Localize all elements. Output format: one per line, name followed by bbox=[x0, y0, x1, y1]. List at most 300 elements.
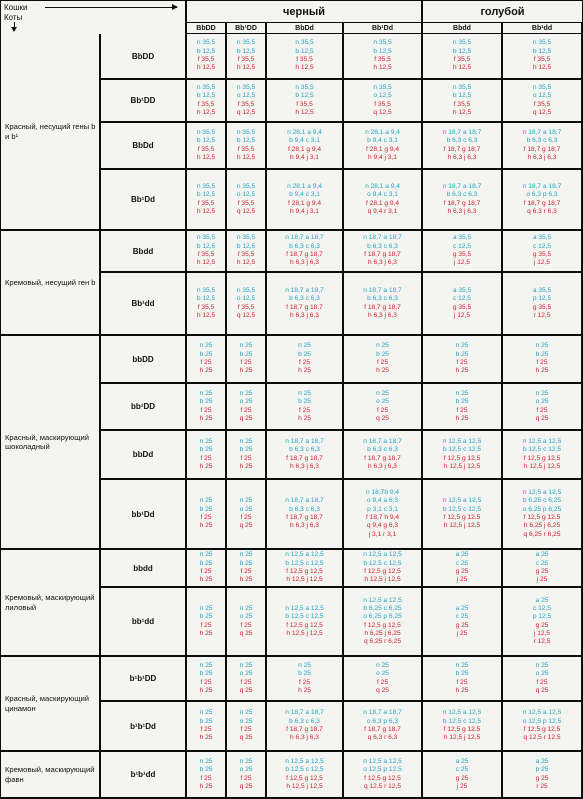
cell-line: c 25 bbox=[455, 613, 469, 621]
data-cell bbox=[187, 752, 225, 797]
cell-line: n 25 bbox=[239, 551, 253, 559]
cell-line: h 25 bbox=[199, 576, 213, 584]
cell-line: n 18,7 a 18,7 bbox=[363, 709, 402, 717]
cell-line: f 12,5 g 12,5 bbox=[523, 454, 561, 462]
cell-line: n 25 bbox=[239, 661, 253, 669]
cell-line: a 25 bbox=[535, 596, 549, 604]
cell-line: b 12,5 bbox=[295, 92, 314, 100]
cell-line: h 12,5 j 12,5 bbox=[286, 629, 323, 637]
data-cell bbox=[227, 752, 265, 797]
data-cell bbox=[503, 588, 581, 655]
cell-line: b 9,4 c 3,1 bbox=[289, 137, 320, 145]
data-cell bbox=[344, 752, 421, 797]
cell-line: q 25 bbox=[376, 414, 389, 422]
cell-line: h 12,5 bbox=[196, 311, 216, 319]
row-genotype: b¹b¹dd bbox=[101, 752, 185, 797]
cell-line: b 12,5 bbox=[196, 47, 216, 55]
cell-line: o 6,3 p 6,3 bbox=[366, 717, 399, 725]
cell-line: o 25 bbox=[239, 398, 253, 406]
cell-line: n 25 bbox=[199, 661, 213, 669]
cell-line: q 25 bbox=[239, 782, 253, 790]
data-cell bbox=[267, 384, 342, 429]
cell-line: h 6,3 j 6,3 bbox=[527, 153, 557, 161]
cell-line: n 35,5 bbox=[295, 39, 314, 47]
cell-line: r 25 bbox=[536, 782, 548, 790]
cell-line: c 25 bbox=[455, 559, 469, 567]
cell-line: f 35,5 bbox=[237, 251, 255, 258]
cell-line: f 25 bbox=[299, 678, 310, 686]
data-cell bbox=[344, 431, 421, 478]
group-header-black: черный bbox=[187, 1, 421, 22]
data-cell bbox=[227, 170, 265, 229]
data-cell bbox=[344, 34, 421, 78]
cell-line: b 12,5 bbox=[236, 242, 256, 250]
data-cell bbox=[344, 384, 421, 429]
row-genotype: Bb¹DD bbox=[101, 80, 185, 121]
data-cell bbox=[227, 480, 265, 548]
data-cell bbox=[503, 273, 581, 334]
cell-line: f 18,7 g 18,7 bbox=[523, 145, 561, 153]
cell-line: n 25 bbox=[199, 497, 213, 505]
column-header: BbDD bbox=[187, 23, 225, 33]
cell-line: f 35,5 bbox=[237, 100, 255, 108]
row-genotype: BbDd bbox=[101, 123, 185, 168]
row-genotype: bb¹DD bbox=[101, 384, 185, 429]
cell-line: h 25 bbox=[376, 367, 389, 375]
cell-line: f 18,7 g 18,7 bbox=[364, 251, 401, 258]
cell-line: f 18,7 g 18,7 bbox=[364, 454, 401, 462]
cell-line: o 12,5 p 12,5 bbox=[363, 766, 402, 774]
males-label: Коты bbox=[4, 13, 23, 22]
data-cell bbox=[344, 273, 421, 334]
cell-line: f 25 bbox=[240, 454, 252, 462]
cell-line: j 3,1 r 3,1 bbox=[368, 530, 397, 538]
cell-line: n 28,1 a 9,4 bbox=[287, 128, 322, 136]
cell-line: f 12,5 g 12,5 bbox=[364, 774, 401, 782]
data-cell bbox=[187, 80, 225, 121]
data-cell bbox=[267, 231, 342, 271]
cell-line: f 12,5 g 12,5 bbox=[443, 454, 481, 462]
cell-line: b 25 bbox=[239, 559, 253, 567]
data-cell bbox=[267, 34, 342, 78]
cell-line: n 35,5 bbox=[236, 39, 256, 47]
cell-line: n 25 bbox=[455, 661, 469, 669]
column-header: Bb¹DD bbox=[227, 23, 265, 33]
cell-line: q 12,5 bbox=[236, 108, 256, 116]
data-cell bbox=[187, 657, 225, 700]
cell-line: n 35,5 bbox=[196, 234, 216, 242]
cell-line: q 25 bbox=[239, 629, 253, 637]
data-cell bbox=[187, 273, 225, 334]
cell-line: n 12,5 a 12,5 bbox=[522, 437, 562, 445]
cell-line: n 35,5 bbox=[236, 182, 256, 190]
cell-line: n 18,7 a 18,7 bbox=[285, 709, 324, 717]
cell-line: o 25 bbox=[239, 670, 253, 678]
cell-line: f 35,5 bbox=[237, 145, 255, 153]
cell-line: b 12,5 bbox=[196, 191, 216, 199]
cell-line: q 6,3 r 6,3 bbox=[367, 734, 398, 742]
cell-line: b 6,3 c 6,3 bbox=[526, 137, 558, 145]
cell-line: f 28,1 g 9,4 bbox=[288, 199, 321, 207]
cell-line: h 6,3 j 6,3 bbox=[447, 207, 477, 215]
cell-line: f 25 bbox=[536, 406, 548, 414]
cell-line: j 12,5 bbox=[453, 259, 471, 267]
data-cell bbox=[423, 273, 501, 334]
cell-line: f 12,5 g 12,5 bbox=[364, 621, 401, 629]
data-cell bbox=[423, 752, 501, 797]
cell-line: h 25 bbox=[298, 367, 311, 375]
cell-line: f 25 bbox=[200, 774, 212, 782]
data-cell bbox=[503, 657, 581, 700]
cell-line: b 25 bbox=[199, 350, 213, 358]
cell-line: q 25 bbox=[239, 686, 253, 694]
cell-line: f 35,5 bbox=[237, 303, 255, 311]
cell-line: n 18,7 a 18,7 bbox=[285, 437, 324, 445]
cell-line: n 18,7 a 18,7 bbox=[285, 234, 324, 242]
cell-line: b 25 bbox=[455, 398, 469, 406]
cell-line: b 12,5 bbox=[196, 242, 216, 250]
cell-line: n 25 bbox=[199, 389, 213, 397]
cell-line: f 25 bbox=[536, 678, 548, 686]
data-cell bbox=[503, 384, 581, 429]
cell-line: h 25 bbox=[455, 367, 469, 375]
cell-line: o 9,4 c 3,1 bbox=[367, 191, 398, 199]
cell-line: f 35,5 bbox=[197, 303, 215, 311]
data-cell bbox=[344, 231, 421, 271]
cell-line: b 12,5 c 12,5 bbox=[442, 717, 482, 725]
cell-line: o 6,25 p 6,25 bbox=[522, 505, 562, 513]
cell-line: f 25 bbox=[240, 406, 252, 414]
cell-line: g 25 bbox=[455, 621, 469, 629]
cell-line: n 18,7 a 18,7 bbox=[285, 286, 324, 294]
cell-line: n 12,5 a 12,5 bbox=[522, 709, 562, 717]
cell-line: n 25 bbox=[535, 661, 549, 669]
cell-line: q 25 bbox=[239, 414, 253, 422]
cell-line: n 25 bbox=[535, 342, 549, 350]
data-cell bbox=[227, 34, 265, 78]
data-cell bbox=[344, 170, 421, 229]
cell-line: h 12,5 bbox=[295, 108, 314, 116]
group-header-blue: голубой bbox=[423, 1, 582, 22]
data-cell bbox=[344, 336, 421, 382]
cell-line: b 25 bbox=[298, 670, 311, 678]
cell-line: b 6,3 c 6,3 bbox=[289, 446, 320, 454]
cell-line: o 12,5 bbox=[532, 92, 552, 100]
cell-line: b 12,5 bbox=[196, 137, 216, 145]
cell-line: p 12,5 bbox=[532, 613, 552, 621]
cell-line: q 12,5 bbox=[236, 311, 256, 319]
cell-line: h 12,5 j 12,5 bbox=[286, 782, 323, 790]
cell-line: n 25 bbox=[199, 551, 213, 559]
cell-line: a 35,5 bbox=[532, 234, 552, 242]
cell-line: f 12,5 g 12,5 bbox=[523, 514, 561, 521]
cell-line: n 18,7 a 18,7 bbox=[285, 497, 324, 505]
cell-line: n 25 bbox=[199, 437, 213, 445]
cell-line: f 25 bbox=[200, 726, 212, 733]
data-cell bbox=[503, 550, 581, 586]
cell-line: o 6,3 p 6,3 bbox=[526, 191, 558, 199]
cell-line: h 6,3 j 6,3 bbox=[290, 311, 319, 319]
data-cell bbox=[423, 123, 501, 168]
cell-line: n 35,5 bbox=[196, 128, 216, 136]
cell-line: n 25 bbox=[455, 389, 469, 397]
cell-line: n 12,5 a 12,5 bbox=[522, 489, 562, 497]
group-label: Кремовый, маскирующий фавн bbox=[1, 752, 99, 797]
cell-line: h 12,5 bbox=[532, 64, 552, 72]
cell-line: q 25 bbox=[239, 734, 253, 742]
row-genotype: bbdd bbox=[101, 550, 185, 586]
cell-line: n 25 bbox=[239, 604, 253, 612]
cell-line: r 12,5 bbox=[533, 311, 551, 319]
cell-line: h 9,4 j 3,1 bbox=[290, 153, 319, 161]
cell-line: q 9,4 g 6,3 bbox=[366, 522, 399, 530]
group-label: Красный, маскирующий шоколадный bbox=[1, 336, 99, 548]
column-header: Bbdd bbox=[423, 23, 501, 33]
cell-line: g 25 bbox=[535, 568, 549, 575]
cell-line: f 18,7 g 18,7 bbox=[364, 303, 401, 311]
cell-line: f 18,7 g 18,7 bbox=[286, 303, 323, 311]
cell-line: g 35,5 bbox=[532, 251, 552, 258]
data-cell bbox=[227, 384, 265, 429]
cell-line: f 18,7 g 18,7 bbox=[286, 514, 323, 521]
cell-line: n 25 bbox=[199, 342, 213, 350]
cell-line: f 18,7 g 18,7 bbox=[286, 454, 323, 462]
cell-line: f 18,7 g 18,7 bbox=[443, 145, 481, 153]
data-cell bbox=[187, 170, 225, 229]
cell-line: n 12,5 a 12,5 bbox=[442, 497, 482, 505]
cell-line: p 25 bbox=[535, 766, 549, 774]
cell-line: q 6,25 r 6,25 bbox=[363, 638, 402, 646]
cell-line: h 25 bbox=[199, 686, 213, 694]
cell-line: n 12,5 a 12,5 bbox=[363, 551, 402, 559]
cell-line: n 25 bbox=[455, 342, 469, 350]
cell-line: h 25 bbox=[199, 522, 213, 530]
cell-line: b 25 bbox=[239, 350, 253, 358]
cell-line: f 25 bbox=[200, 454, 212, 462]
cell-line: o 9,4 a 6,3 bbox=[366, 497, 399, 505]
cell-line: n 35,5 bbox=[532, 83, 552, 91]
cell-line: b 25 bbox=[298, 350, 311, 358]
cell-line: h 6,3 j 6,3 bbox=[290, 522, 319, 530]
cell-line: b 6,3 c 6,3 bbox=[289, 295, 320, 303]
cell-line: h 12,5 j 12,5 bbox=[443, 462, 481, 470]
cell-line: b 12,5 c 12,5 bbox=[285, 766, 324, 774]
cell-line: h 6,25 j 6,25 bbox=[364, 629, 401, 637]
cell-line: h 6,3 j 6,3 bbox=[368, 259, 397, 267]
data-cell bbox=[503, 123, 581, 168]
cell-line: h 25 bbox=[239, 367, 253, 375]
data-cell bbox=[227, 80, 265, 121]
cell-line: n 18,7 a 18,7 bbox=[363, 286, 402, 294]
cell-line: f 25 bbox=[240, 678, 252, 686]
group-label: Красный, несущий гены b и b¹ bbox=[1, 34, 99, 229]
cell-line: b 25 bbox=[298, 398, 311, 406]
cell-line: n 12,5 a 12,5 bbox=[285, 604, 324, 612]
cell-line: a 25 bbox=[535, 757, 549, 765]
cell-line: g 35,5 bbox=[452, 251, 472, 258]
cell-line: o 12,5 p 12,5 bbox=[522, 717, 562, 725]
data-cell bbox=[227, 273, 265, 334]
cell-line: f 25 bbox=[240, 359, 252, 366]
cell-line: f 25 bbox=[240, 568, 252, 575]
cell-line: n 25 bbox=[239, 757, 253, 765]
cell-line: q 12,5 r 12,5 bbox=[363, 782, 402, 790]
cell-line: h 25 bbox=[239, 576, 253, 584]
cell-line: q 12,5 bbox=[373, 108, 392, 116]
cell-line: o 12,5 bbox=[236, 191, 256, 199]
data-cell bbox=[227, 231, 265, 271]
cell-line: n 12,5 a 12,5 bbox=[285, 757, 324, 765]
cell-line: h 6,3 j 6,3 bbox=[368, 462, 397, 470]
cell-line: f 18,7 g 18,7 bbox=[443, 199, 481, 207]
cell-line: b 6,3 c 6,3 bbox=[446, 137, 478, 145]
cell-line: q 12,5 bbox=[236, 207, 256, 215]
data-cell bbox=[187, 431, 225, 478]
cell-line: f 25 bbox=[377, 406, 388, 414]
cell-line: f 25 bbox=[240, 726, 252, 733]
cell-line: h 6,3 j 6,3 bbox=[447, 153, 477, 161]
cell-line: n 35,5 bbox=[236, 83, 256, 91]
cell-line: n 35,5 bbox=[452, 39, 472, 47]
cell-line: h 12,5 bbox=[196, 153, 216, 161]
cell-line: f 25 bbox=[536, 359, 548, 366]
cell-line: f 35,5 bbox=[296, 100, 313, 108]
cell-line: b 6,3 c 6,3 bbox=[367, 295, 398, 303]
data-cell bbox=[423, 550, 501, 586]
cell-line: r 12,5 bbox=[533, 638, 551, 646]
cell-line: p 12,5 bbox=[532, 295, 552, 303]
cell-line: f 18,7 g 18,7 bbox=[286, 251, 323, 258]
cell-line: a 25 bbox=[455, 757, 469, 765]
cell-line: f 35,5 bbox=[453, 100, 471, 108]
cell-line: h 12,5 bbox=[373, 64, 392, 72]
data-cell bbox=[187, 480, 225, 548]
cell-line: o 25 bbox=[239, 505, 253, 513]
cell-line: h 12,5 bbox=[452, 108, 472, 116]
data-cell bbox=[503, 34, 581, 78]
cell-line: h 12,5 j 12,5 bbox=[286, 576, 323, 584]
cell-line: b 25 bbox=[455, 350, 469, 358]
cell-line: b 12,5 bbox=[295, 47, 314, 55]
cell-line: q 25 bbox=[535, 414, 549, 422]
cell-line: f 25 bbox=[377, 359, 388, 366]
cell-line: b 25 bbox=[199, 717, 213, 725]
cell-line: c 12,5 bbox=[453, 242, 471, 250]
cell-line: f 25 bbox=[456, 359, 468, 366]
data-cell bbox=[344, 480, 421, 548]
cell-line: h 6,3 j 6,3 bbox=[290, 259, 319, 267]
cell-line: h 12,5 j 12,5 bbox=[443, 734, 481, 742]
cell-line: n 35,5 bbox=[196, 83, 216, 91]
data-cell bbox=[503, 702, 581, 750]
row-genotype: bbDd bbox=[101, 431, 185, 478]
cell-line: h 25 bbox=[455, 414, 469, 422]
cell-line: g 25 bbox=[535, 621, 549, 629]
cell-line: h 12,5 bbox=[295, 64, 314, 72]
cell-line: f 35,5 bbox=[453, 56, 471, 63]
cell-line: a 35,5 bbox=[452, 234, 472, 242]
data-cell bbox=[187, 588, 225, 655]
cell-line: n 25 bbox=[199, 709, 213, 717]
cell-line: n 12,5 a 12,5 bbox=[285, 551, 324, 559]
cell-line: h 25 bbox=[199, 629, 213, 637]
cell-line: n 35,5 bbox=[236, 128, 256, 136]
cell-line: h 25 bbox=[199, 414, 213, 422]
cell-line: f 25 bbox=[200, 514, 212, 521]
cell-line: n 25 bbox=[298, 661, 311, 669]
cell-line: b 25 bbox=[239, 446, 253, 454]
cell-line: b 12,5 c 12,5 bbox=[363, 559, 402, 567]
data-cell bbox=[187, 384, 225, 429]
cell-line: a 25 bbox=[455, 551, 469, 559]
cell-line: f 12,5 g 12,5 bbox=[443, 726, 481, 733]
cell-line: n 35,5 bbox=[373, 39, 392, 47]
cell-line: n 18,7 a 18,7 bbox=[442, 128, 482, 136]
cell-line: n 35,5 bbox=[452, 83, 472, 91]
cell-line: h 25 bbox=[535, 367, 549, 375]
row-genotype: Bbdd bbox=[101, 231, 185, 271]
row-genotype: b¹b¹DD bbox=[101, 657, 185, 700]
cell-line: j 12,5 bbox=[453, 311, 471, 319]
data-cell bbox=[267, 588, 342, 655]
cell-line: b 12,5 c 12,5 bbox=[442, 505, 482, 513]
cell-line: f 25 bbox=[200, 621, 212, 629]
data-cell bbox=[267, 123, 342, 168]
cell-line: h 25 bbox=[239, 462, 253, 470]
cell-line: h 25 bbox=[199, 782, 213, 790]
cell-line: q 9,4 r 3,1 bbox=[367, 207, 398, 215]
cell-line: q 12,5 r 12,5 bbox=[523, 734, 561, 742]
cell-line: f 12,5 g 12,5 bbox=[286, 568, 323, 575]
cell-line: h 6,3 j 6,3 bbox=[290, 734, 319, 742]
data-cell bbox=[344, 588, 421, 655]
cell-line: n 28,1 a 9,4 bbox=[365, 128, 400, 136]
cell-line: f 25 bbox=[456, 678, 468, 686]
cell-line: c 12,5 bbox=[533, 242, 551, 250]
cell-line: o 25 bbox=[239, 766, 253, 774]
data-cell bbox=[227, 431, 265, 478]
cell-line: o 25 bbox=[376, 398, 389, 406]
data-cell bbox=[423, 384, 501, 429]
cell-line: f 25 bbox=[200, 359, 212, 366]
cell-line: h 9,4 j 3,1 bbox=[290, 207, 319, 215]
cell-line: h 12,5 bbox=[196, 64, 216, 72]
cell-line: f 18,7 h 9,4 bbox=[366, 514, 399, 521]
cell-line: n 25 bbox=[239, 497, 253, 505]
cell-line: b 12,5 c 12,5 bbox=[285, 613, 324, 621]
cell-line: h 12,5 j 12,5 bbox=[443, 522, 481, 530]
cell-line: h 25 bbox=[455, 686, 469, 694]
cell-line: h 9,4 j 3,1 bbox=[368, 153, 397, 161]
cell-line: b 6,3 c 6,3 bbox=[446, 191, 478, 199]
data-cell bbox=[227, 336, 265, 382]
cell-line: o 12,5 bbox=[236, 295, 256, 303]
cell-line: a 25 bbox=[535, 551, 549, 559]
column-header: Bb¹Dd bbox=[344, 23, 421, 33]
cell-line: n 35,5 bbox=[373, 83, 392, 91]
cell-line: f 35,5 bbox=[197, 199, 215, 207]
cell-line: f 35,5 bbox=[197, 145, 215, 153]
data-cell bbox=[503, 336, 581, 382]
cell-line: f 25 bbox=[377, 678, 388, 686]
data-cell bbox=[423, 657, 501, 700]
cell-line: q 12,5 bbox=[532, 108, 552, 116]
cell-line: h 25 bbox=[298, 686, 311, 694]
cell-line: n 12,5 a 12,5 bbox=[363, 596, 402, 604]
cell-line: b 25 bbox=[199, 766, 213, 774]
cell-line: f 12,5 g 12,5 bbox=[286, 621, 323, 629]
cell-line: h 25 bbox=[199, 734, 213, 742]
